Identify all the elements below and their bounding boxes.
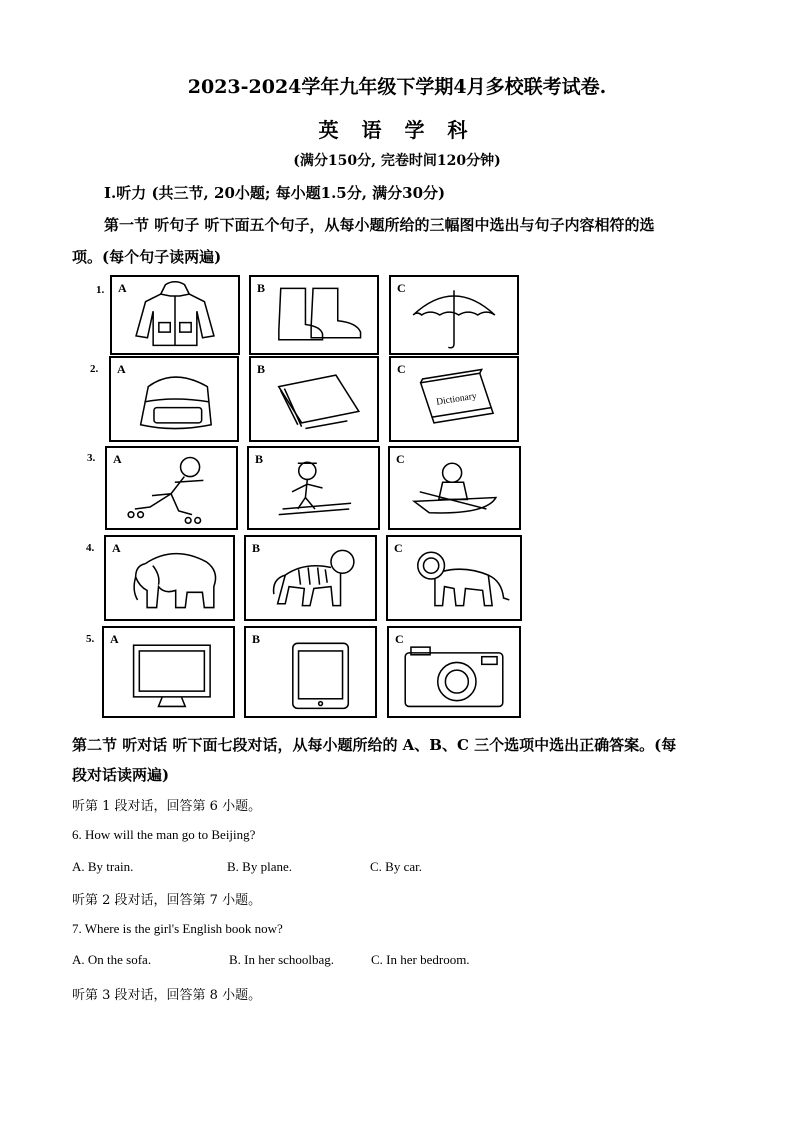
elephant-icon xyxy=(106,537,233,619)
answer-option-a[interactable]: A. On the sofa. xyxy=(72,952,152,967)
option-box[interactable] xyxy=(110,275,240,355)
boots-icon xyxy=(251,277,377,353)
exam-info: (满分150分, 完卷时间120分钟) xyxy=(293,153,501,169)
option-letter: B xyxy=(257,362,266,376)
part1-instruction-line2: 项。(每个句子读两遍) xyxy=(72,248,222,266)
option-letter: C xyxy=(395,632,404,646)
tiger-icon xyxy=(246,537,375,619)
option-box[interactable] xyxy=(389,356,519,442)
answer-option-b[interactable]: B. In her schoolbag. xyxy=(229,952,335,967)
option-box[interactable] xyxy=(387,626,521,718)
subject-title: 英 语 学 科 xyxy=(318,118,476,142)
part1-instruction-line1: 第一节 听句子 听下面五个句子，从每小题所给的三幅图中选出与句子内容相符的选 xyxy=(104,216,655,234)
option-box[interactable] xyxy=(102,626,235,718)
question-number: 2. xyxy=(90,363,99,375)
option-letter: A xyxy=(110,632,119,646)
question-text: 6. How will the man go to Beijing? xyxy=(72,827,256,842)
dictionary-label: Dictionary xyxy=(435,391,478,408)
answer-option-c[interactable]: C. In her bedroom. xyxy=(371,952,470,967)
option-box[interactable] xyxy=(386,535,522,621)
question-number: 5. xyxy=(86,633,95,645)
dialogue-intro: 听第 1 段对话，回答第 6 小题。 xyxy=(72,799,262,814)
dialogue-intro: 听第 3 段对话，回答第 8 小题。 xyxy=(72,988,262,1003)
option-letter: A xyxy=(113,452,122,466)
newspaper-icon xyxy=(251,358,377,440)
option-box[interactable] xyxy=(109,356,239,442)
option-box[interactable] xyxy=(249,275,379,355)
part2-instruction-line2: 段对话读两遍) xyxy=(72,766,170,784)
option-box[interactable] xyxy=(104,535,235,621)
question-number: 4. xyxy=(86,542,95,554)
option-box[interactable] xyxy=(249,356,379,442)
option-letter: A xyxy=(117,362,126,376)
roller-skating-icon xyxy=(107,448,236,528)
option-letter: B xyxy=(252,541,261,555)
exam-title: 2023-2024学年九年级下学期4月多校联考试卷. xyxy=(187,76,607,98)
question-text: 7. Where is the girl's English book now? xyxy=(72,921,283,936)
dictionary-icon xyxy=(391,358,517,440)
option-box[interactable] xyxy=(388,446,521,530)
option-letter: A xyxy=(118,281,127,295)
option-letter: C xyxy=(394,541,403,555)
option-letter: A xyxy=(112,541,121,555)
answer-option-a[interactable]: A. By train. xyxy=(72,859,134,874)
answer-option-c[interactable]: C. By car. xyxy=(370,859,422,874)
option-letter: C xyxy=(396,452,405,466)
boating-icon xyxy=(390,448,519,528)
part2-instruction-line1: 第二节 听对话 听下面七段对话，从每小题所给的 A、B、C 三个选项中选出正确答案。(每 xyxy=(72,736,677,754)
section-heading: Ⅰ.听力 (共三节, 20小题; 每小题1.5分, 满分30分) xyxy=(104,184,446,202)
schoolbag-icon xyxy=(111,358,237,440)
skiing-icon xyxy=(249,448,378,528)
option-letter: B xyxy=(252,632,261,646)
option-letter: B xyxy=(257,281,266,295)
option-letter: C xyxy=(397,281,406,295)
option-letter: B xyxy=(255,452,264,466)
tv-icon xyxy=(104,628,233,716)
question-number: 1. xyxy=(96,284,105,296)
raincoat-icon xyxy=(112,277,238,353)
umbrella-icon xyxy=(391,277,517,353)
lion-icon xyxy=(388,537,520,619)
tablet-icon xyxy=(246,628,375,716)
option-box[interactable] xyxy=(244,626,377,718)
dialogue-intro: 听第 2 段对话，回答第 7 小题。 xyxy=(72,893,262,908)
question-number: 3. xyxy=(87,452,96,464)
camera-icon xyxy=(389,628,519,716)
option-box[interactable] xyxy=(389,275,519,355)
option-box[interactable] xyxy=(105,446,238,530)
option-box[interactable] xyxy=(247,446,380,530)
option-box[interactable] xyxy=(244,535,377,621)
answer-option-b[interactable]: B. By plane. xyxy=(227,859,292,874)
option-letter: C xyxy=(397,362,406,376)
